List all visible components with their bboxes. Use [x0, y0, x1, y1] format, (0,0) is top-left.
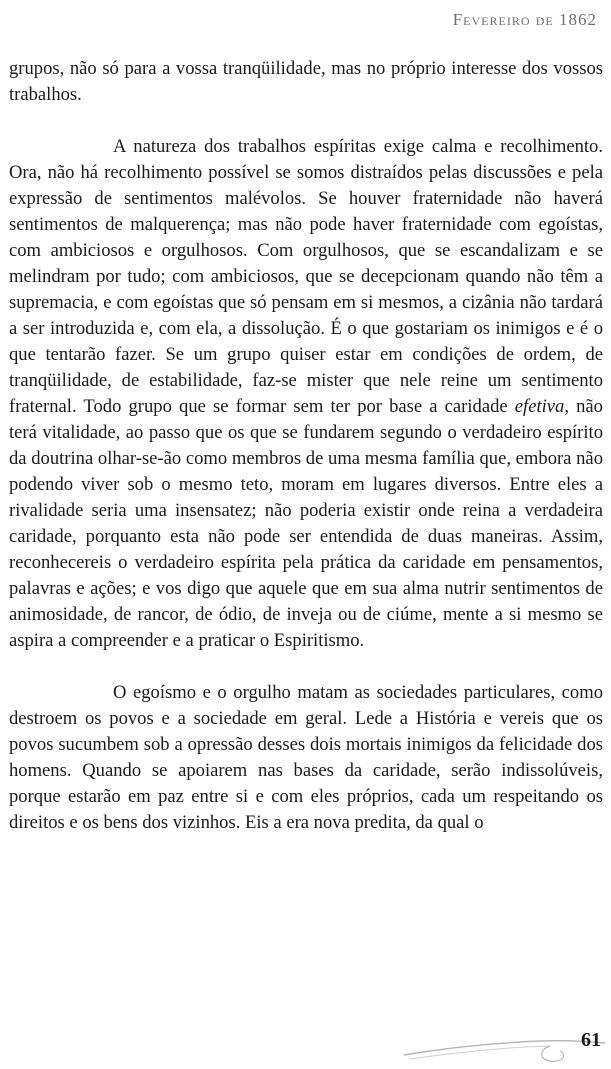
folio-ornament-icon — [400, 1019, 611, 1069]
paragraph-2-part-b: , não terá vitalidade, ao passo que os que se fundarem segundo o verdadeiro espírito da doutrina olhar-se-ão como membros de uma mesma família que, embora não podendo viver sob o mesmo teto, moram em lugares diversos. Entre eles a rivalidade seria uma insensatez; não poderia existir onde reina a verdadeira caridade, porquanto esta não pode ser entendida de duas maneiras. Assim, reconhecereis o verdadeiro espírita pela prática da caridade em pensamentos, palavras e ações; e vos digo que aquele que em sua alma nutrir sentimentos de animosidade, de rancor, de ódio, de inveja ou de ciúme, mente a si mesmo se aspira a compreender e a praticar o Espiritismo. — [9, 396, 603, 651]
page-body — [9, 56, 603, 836]
paragraph-3-text: O egoísmo e o orgulho matam as sociedades particulares, como destroem os povos e a sociedade em geral. Lede a História e vereis que os povos sucumbem sob a opressão desses dois mortais inimigos da felicidade dos homens. Quando se apoiarem nas bases da caridade, serão indissolúveis, porque estarão em paz entre si e com eles próprios, cada um respeitando os direitos e os bens dos vizinhos. Eis a era nova predita, da qual o — [9, 682, 603, 833]
paragraph-2 — [9, 134, 603, 654]
paragraph-1: grupos, não só para a vossa tranqüilidade, mas no próprio interesse dos vossos trabalhos. — [9, 58, 603, 105]
paragraph-2-part-a: A natureza dos trabalhos espíritas exige calma e recolhimento. Ora, não há recolhimento possível se somos distraídos pelas discussões e pela expressão de sentimentos malévolos. Se houver fraternidade não haverá sentimentos de malquerença; mas não pode haver fraternidade com egoístas, com ambiciosos e orgulhosos. Com orgulhosos, que se escandalizam e se melindram por tudo; com ambiciosos, que se decepcionam quando não têm a supremacia, e com egoístas que só pensam em si mesmos, a cizânia não tardará a ser introduzida e, com ela, a dissolução. É o que gostariam os inimigos e é o que tentarão fazer. Se um grupo quiser estar em condições de ordem, de tranqüilidade, de estabilidade, faz-se mister que nele reine um sentimento fraternal. Todo grupo que se formar sem ter por base a caridade — [9, 136, 603, 417]
running-header: Fevereiro de 1862 — [452, 10, 597, 29]
page-footer — [400, 1019, 611, 1069]
page-number: 61 — [581, 1029, 601, 1051]
emphasis-efetiva: efetiva — [514, 396, 565, 417]
paragraph-3 — [9, 680, 603, 836]
